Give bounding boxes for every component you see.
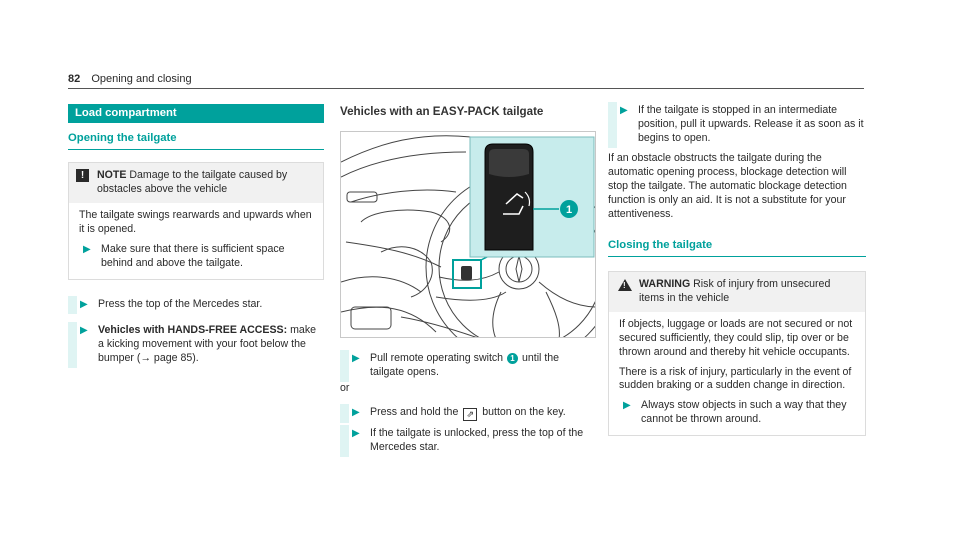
step-text: Press the top of the Mercedes star.	[98, 297, 263, 310]
note-body	[69, 203, 323, 279]
page-number: 82	[68, 73, 81, 85]
section-title: Load compartment	[68, 104, 324, 123]
step-text: button on the key.	[479, 406, 566, 419]
column-right	[608, 104, 866, 436]
step-press-key	[340, 406, 596, 421]
illustration-steering-wheel	[341, 132, 596, 338]
warning-label: WARNING	[639, 277, 691, 290]
page-ref[interactable]: page 85).	[150, 351, 199, 364]
note-box	[68, 162, 324, 280]
step-arrow-icon: ▶	[620, 105, 628, 116]
page-title: Opening and closing	[91, 73, 192, 85]
step-pull-switch	[340, 352, 596, 380]
header-divider	[68, 88, 864, 89]
step-arrow-icon: ▶	[623, 400, 631, 412]
note-step	[79, 243, 313, 271]
step-arrow-icon: ▶	[83, 243, 91, 255]
column-middle	[340, 104, 596, 455]
step-text: If the tailgate is stopped in an intermediate position, pull it upwards. Release it as soon as it begins to open.	[638, 104, 864, 144]
page-header	[68, 72, 192, 87]
warning-step	[619, 399, 855, 427]
step-arrow-icon: ▶	[352, 428, 360, 440]
note-text: The tailgate swings rearwards and upwards when it is opened.	[79, 208, 312, 235]
step-arrow-icon: ▶	[80, 298, 88, 310]
note-icon: !	[76, 169, 89, 182]
step-text: Pull remote operating switch	[370, 352, 507, 365]
step-arrow-icon: ▶	[352, 353, 360, 365]
easy-pack-heading: Vehicles with an EASY-PACK tailgate	[340, 105, 544, 118]
step-arrow-icon: ▶	[80, 324, 88, 336]
warning-exclamation-icon: !	[623, 280, 626, 290]
step-bar	[68, 296, 77, 314]
note-headline: Damage to the tailgate caused by obstacles above the vehicle	[97, 168, 288, 195]
step-text: Press and hold the	[370, 406, 462, 419]
note-step-text: Make sure that there is sufficient space behind and above the tailgate.	[101, 242, 285, 269]
step-bar	[340, 350, 349, 382]
or-separator: or	[340, 382, 350, 395]
tailgate-key-icon: ⇗	[463, 408, 477, 421]
figure-tailgate-switch	[340, 131, 596, 338]
warning-para-1: If objects, luggage or loads are not secured or not secured sufficiently, they could slip, tip over or be thrown around and thereby hit vehicle occupants.	[619, 317, 853, 358]
note-header	[69, 163, 323, 203]
step-bar	[340, 425, 349, 457]
subsection-title-opening: Opening the tailgate	[68, 131, 324, 150]
step-text: until the tailgate opens.	[370, 352, 560, 379]
figure-callout-1: 1	[565, 204, 573, 217]
warning-headline: Risk of injury from unsecured items in the vehicle	[639, 277, 831, 304]
step-keyword: Vehicles with HANDS-FREE ACCESS:	[98, 323, 288, 336]
warning-body	[609, 312, 865, 436]
column-left	[68, 104, 324, 366]
step-bar	[68, 322, 77, 368]
step-bar	[608, 102, 617, 148]
subsection-title-closing: Closing the tailgate	[608, 238, 866, 257]
warning-step-text: Always stow objects in such a way that they cannot be thrown around.	[641, 399, 847, 426]
step-bar	[340, 404, 349, 423]
callout-1-icon: 1	[507, 353, 518, 364]
step-arrow-icon: ▶	[352, 407, 360, 419]
step-text: make a kicking movement with your foot below the bumper (	[98, 323, 317, 364]
step-unlocked-press-star	[340, 427, 596, 455]
blockage-detection-text: If an obstacle obstructs the tailgate during the automatic opening process, blockage detection will stop the tailgate. The automatic blockage detection function is only an aid. It is not a substitute for your attentiveness.	[608, 151, 847, 220]
step-intermediate-position	[608, 104, 866, 146]
page-ref-arrow-icon: →	[140, 351, 151, 364]
warning-para-2: There is a risk of injury, particularly in the event of sudden braking or a sudden change in direction.	[619, 365, 852, 392]
step-text: If the tailgate is unlocked, press the top of the Mercedes star.	[370, 427, 584, 454]
step-press-star	[68, 298, 324, 312]
warning-box	[608, 271, 866, 437]
note-label: NOTE	[97, 168, 127, 181]
warning-header	[609, 272, 865, 312]
step-hands-free	[68, 324, 324, 366]
